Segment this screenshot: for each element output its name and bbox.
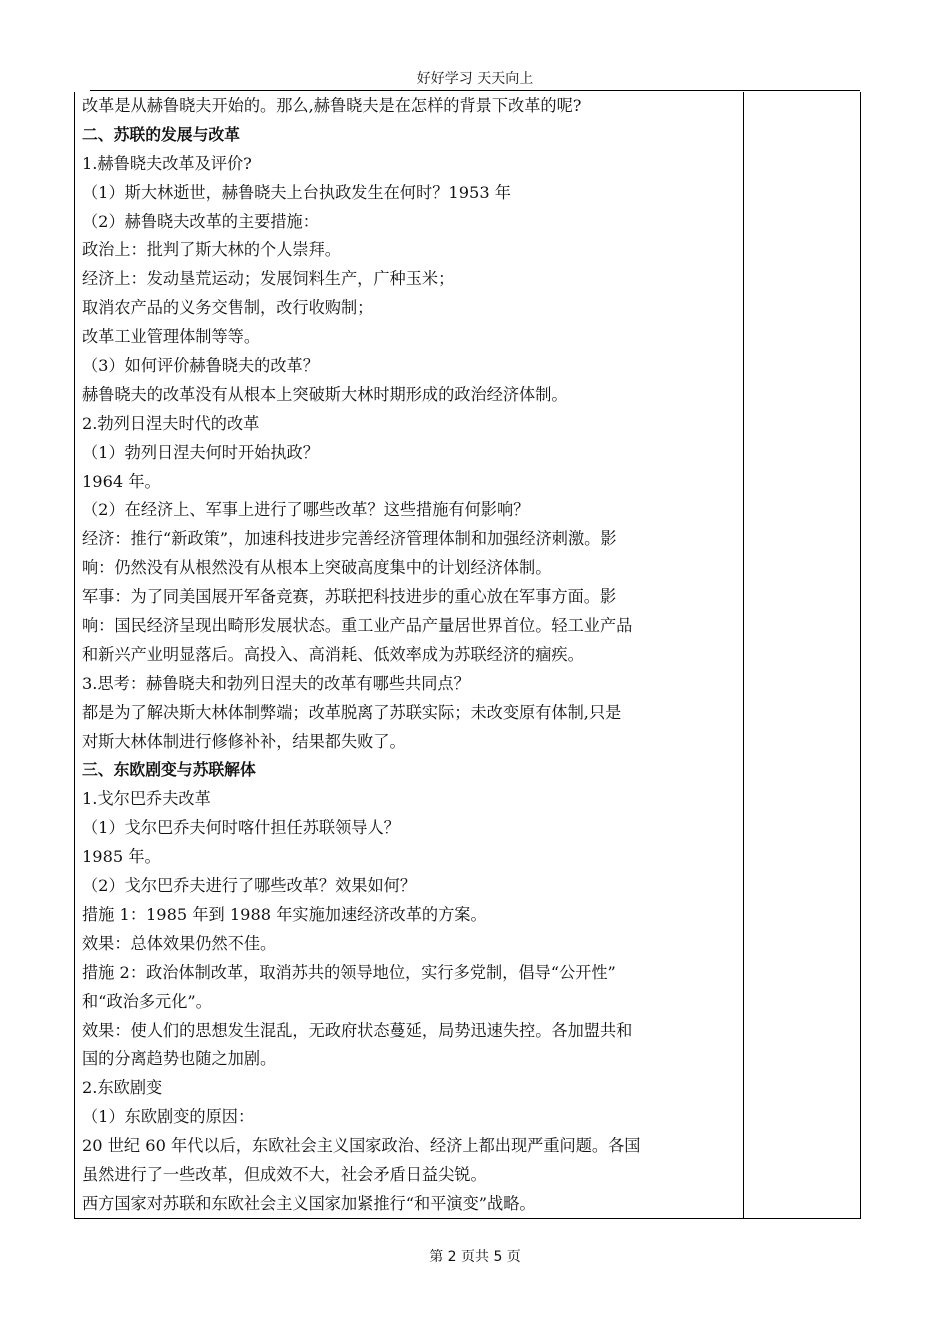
text-line: （2）戈尔巴乔夫进行了哪些改革？效果如何？ (82, 876, 417, 896)
section-heading: 三、东欧剧变与苏联解体 (82, 760, 256, 780)
text-line: 和“政治多元化”。 (82, 991, 212, 1011)
text-line: 效果：总体效果仍然不佳。 (82, 933, 277, 953)
text-line: 3.思考：赫鲁晓夫和勃列日涅夫的改革有哪些共同点？ (82, 673, 470, 693)
header-rule (90, 90, 860, 91)
text-line: 1.戈尔巴乔夫改革 (82, 789, 211, 809)
text-line: 赫鲁晓夫的改革没有从根本上突破斯大林时期形成的政治经济体制。 (82, 384, 568, 404)
text-line: 经济上：发动垦荒运动；发展饲料生产，广种玉米； (82, 269, 455, 289)
text-line: 效果：使人们的思想发生混乱，无政府状态蔓延，局势迅速失控。各加盟共和 (82, 1020, 633, 1040)
text-line: （2）赫鲁晓夫改革的主要措施： (82, 211, 319, 231)
column-divider (743, 92, 744, 1218)
text-line: 虽然进行了一些改革，但成效不大，社会矛盾日益尖锐。 (82, 1164, 487, 1184)
text-line: 国的分离趋势也随之加剧。 (82, 1049, 277, 1069)
text-line: 2.东欧剧变 (82, 1078, 163, 1098)
text-line: 改革是从赫鲁晓夫开始的。那么,赫鲁晓夫是在怎样的背景下改革的呢? (82, 96, 582, 115)
text-line: 2.勃列日涅夫时代的改革 (82, 413, 260, 433)
text-line: （1）戈尔巴乔夫何时喀什担任苏联领导人？ (82, 818, 400, 838)
text-line: 取消农产品的义务交售制，改行收购制； (82, 298, 374, 318)
text-line: 1985 年。 (82, 847, 161, 867)
text-line: （1）东欧剧变的原因： (82, 1107, 255, 1127)
text-line: 1964 年。 (82, 471, 161, 491)
text-line: （3）如何评价赫鲁晓夫的改革？ (82, 356, 319, 376)
lesson-content (82, 92, 737, 1219)
text-line: 20 世纪 60 年代以后，东欧社会主义国家政治、经济上都出现严重问题。各国 (82, 1136, 641, 1156)
section-heading: 二、苏联的发展与改革 (82, 124, 240, 144)
text-line: （1）勃列日涅夫何时开始执政？ (82, 442, 319, 462)
page-footer: 第 2 页共 5 页 (429, 1249, 521, 1265)
text-line: 军事：为了同美国展开军备竞赛，苏联把科技进步的重心放在军事方面。影 (82, 587, 617, 607)
text-line: （2）在经济上、军事上进行了哪些改革？这些措施有何影响？ (82, 500, 530, 520)
text-line: 响：国民经济呈现出畸形发展状态。重工业产品产量居世界首位。轻工业产品 (82, 616, 633, 636)
text-line: 政治上：批判了斯大林的个人崇拜。 (82, 240, 341, 260)
text-line: 西方国家对苏联和东欧社会主义国家加紧推行“和平演变”战略。 (82, 1193, 536, 1213)
text-line: 对斯大林体制进行修修补补，结果都失败了。 (82, 731, 406, 751)
text-line: 措施 2：政治体制改革，取消苏共的领导地位，实行多党制，倡导“公开性” (82, 962, 616, 982)
text-line: 1.赫鲁晓夫改革及评价? (82, 153, 252, 173)
text-line: 措施 1：1985 年到 1988 年实施加速经济改革的方案。 (82, 904, 487, 924)
text-line: 经济：推行“新政策”，加速科技进步完善经济管理体制和加强经济刺激。影 (82, 529, 617, 549)
text-line: 和新兴产业明显落后。高投入、高消耗、低效率成为苏联经济的痼疾。 (82, 644, 584, 664)
page-header: 好好学习 天天向上 (416, 71, 534, 87)
text-line: （1）斯大林逝世，赫鲁晓夫上台执政发生在何时？1953 年 (82, 182, 511, 202)
lesson-table (74, 92, 861, 1219)
text-line: 响：仍然没有从根然没有从根本上突破高度集中的计划经济体制。 (82, 558, 552, 578)
text-line: 都是为了解决斯大林体制弊端；改革脱离了苏联实际；未改变原有体制,只是 (82, 702, 622, 722)
text-line: 改革工业管理体制等等。 (82, 327, 261, 347)
